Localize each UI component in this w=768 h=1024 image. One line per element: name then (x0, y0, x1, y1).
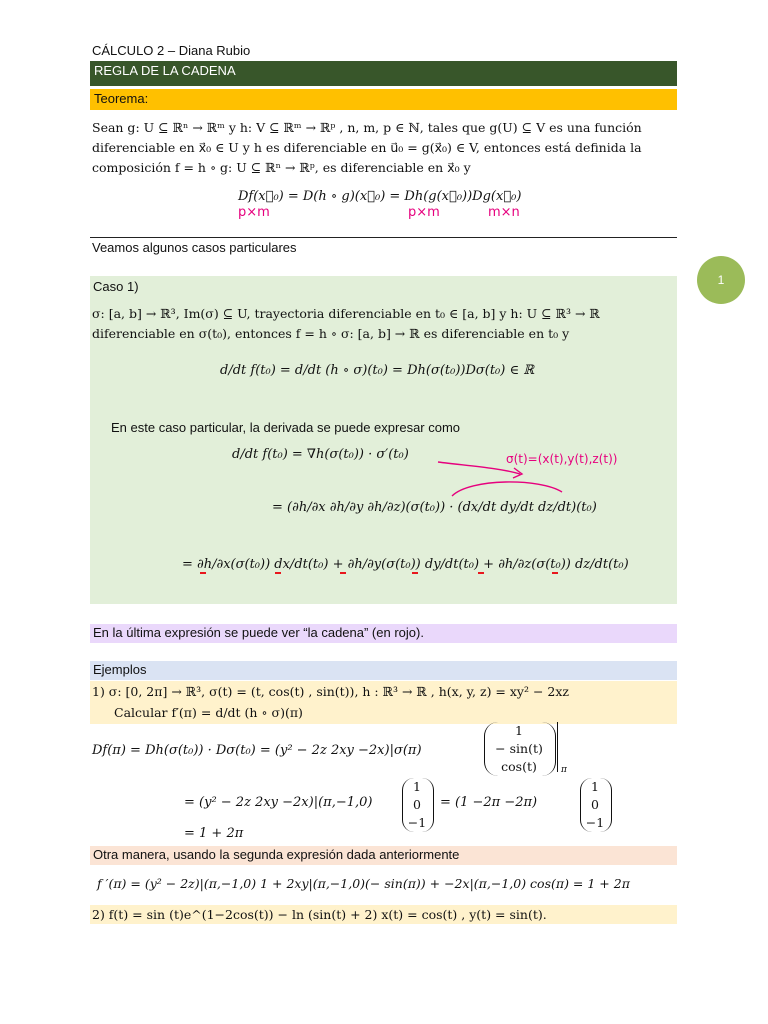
example-2-line: 2) f(t) = sin (t)e^(1−2cos(t)) − ln (sin(t) + 2) x(t) = cos(t) , y(t) = sin(t). (92, 907, 547, 922)
otra-manera-formula: f ′(π) = (y² − 2z)|(π,−1,0) 1 + 2xy|(π,−1,0)(− sin(π)) + −2x|(π,−1,0) cos(π) = 1 + 2π (97, 876, 630, 891)
caso-1-text-2: En este caso particular, la derivada se puede expresar como (111, 420, 461, 435)
vector-2-entry-3: −1 (407, 815, 427, 830)
vector-1-entry-3: cos(t) (501, 759, 537, 774)
theorem-line-2: diferenciable en x⃗₀ ∈ U y h es diferenciable en u⃗₀ = g(x⃗₀) ∈ V, entonces está definida la (92, 140, 642, 155)
derivative-result: = 1 + 2π (184, 826, 244, 841)
handwritten-dim-2: p×m (408, 205, 440, 220)
derivative-step-2b: = (1 −2π −2π) (440, 795, 538, 810)
section-title: REGLA DE LA CADENA (94, 63, 236, 78)
handwritten-arrow (430, 456, 570, 501)
evaluation-pi: π (561, 765, 567, 775)
document-header: CÁLCULO 2 – Diana Rubio (92, 43, 251, 58)
vector-1 (484, 722, 554, 776)
caso-1-formula-1: d/dt f(t₀) = d/dt (h ∘ σ)(t₀) = Dh(σ(t₀))Dσ(t₀) ∈ ℝ (220, 363, 535, 378)
caso-1-label: Caso 1) (93, 279, 139, 294)
intro-text: Veamos algunos casos particulares (92, 240, 297, 255)
vector-2-entry-1: 1 (413, 779, 421, 794)
vector-2 (402, 778, 432, 832)
divider-line (90, 237, 677, 238)
page-number: 1 (717, 273, 725, 287)
example-1-line-1: 1) σ: [0, 2π] → ℝ³, σ(t) = (t, cos(t) , sin(t)), h : ℝ³ → ℝ , h(x, y, z) = xy² − 2xz (92, 684, 570, 699)
vector-2-entry-2: 0 (413, 797, 421, 812)
vector-1-entry-2: − sin(t) (495, 741, 543, 756)
caso-1-line-1: σ: [a, b] → ℝ³, Im(σ) ⊆ U, trayectoria diferenciable en t₀ ∈ [a, b] y h: U ⊆ ℝ³ → ℝ (92, 306, 600, 321)
handwritten-dim-1: p×m (238, 205, 270, 220)
vector-3 (580, 778, 610, 832)
otra-manera-box (90, 846, 677, 865)
example-1-line-2: Calcular f′(π) = d/dt (h ∘ σ)(π) (114, 705, 303, 720)
derivative-step-1: Df(π) = Dh(σ(t₀)) · Dσ(t₀) = (y² − 2z 2xy −2x)|σ(π) (92, 743, 422, 758)
vector-3-paren (580, 778, 612, 832)
vector-3-entry-3: −1 (585, 815, 605, 830)
theorem-line-1: Sean g: U ⊆ ℝⁿ → ℝᵐ y h: V ⊆ ℝᵐ → ℝᵖ , n, m, p ∈ ℕ, tales que g(U) ⊆ V es una función (92, 120, 642, 135)
theorem-label-bar (90, 89, 677, 110)
evaluation-bar (557, 722, 558, 772)
derivative-step-2: = (y² − 2z 2xy −2x)|(π,−1,0) (184, 795, 373, 810)
chain-highlight (180, 570, 600, 590)
vector-2-paren (402, 778, 434, 832)
vector-1-entry-1: 1 (515, 723, 523, 738)
handwritten-dim-3: m×n (488, 205, 520, 220)
caso-1-formula-2: d/dt f(t₀) = ∇h(σ(t₀)) · σ′(t₀) (232, 447, 409, 462)
vector-3-entry-2: 0 (591, 797, 599, 812)
chain-note-text: En la última expresión se puede ver “la cadena” (en rojo). (93, 625, 424, 640)
vector-3-entry-1: 1 (591, 779, 599, 794)
chain-note-box (90, 624, 677, 643)
theorem-line-3: composición f = h ∘ g: U ⊆ ℝⁿ → ℝᵖ, es diferenciable en x⃗₀ y (92, 160, 471, 175)
ejemplos-label-box (90, 661, 677, 680)
handwritten-sigma-note: σ(t)=(x(t),y(t),z(t)) (506, 452, 618, 466)
caso-1-line-2: diferenciable en σ(t₀), entonces f = h ∘ σ: [a, b] → ℝ es diferenciable en t₀ y (92, 326, 570, 341)
caso-1-formula-4: = ∂h/∂x(σ(t₀)) dx/dt(t₀) + ∂h/∂y(σ(t₀)) dy/dt(t₀) + ∂h/∂z(σ(t₀)) dz/dt(t₀) (182, 557, 629, 572)
vector-1-paren (484, 722, 556, 776)
ejemplos-label: Ejemplos (93, 662, 147, 677)
otra-manera-text: Otra manera, usando la segunda expresión dada anteriormente (93, 847, 460, 862)
section-title-bar (90, 61, 677, 86)
theorem-label: Teorema: (94, 91, 149, 106)
page-number-badge (697, 256, 745, 304)
caso-1-formula-3: = (∂h/∂x ∂h/∂y ∂h/∂z)(σ(t₀)) · (dx/dt dy/dt dz/dt)(t₀) (272, 500, 597, 515)
chain-rule-formula: Df(x⃗₀) = D(h ∘ g)(x⃗₀) = Dh(g(x⃗₀))Dg(x⃗₀) (238, 189, 522, 204)
